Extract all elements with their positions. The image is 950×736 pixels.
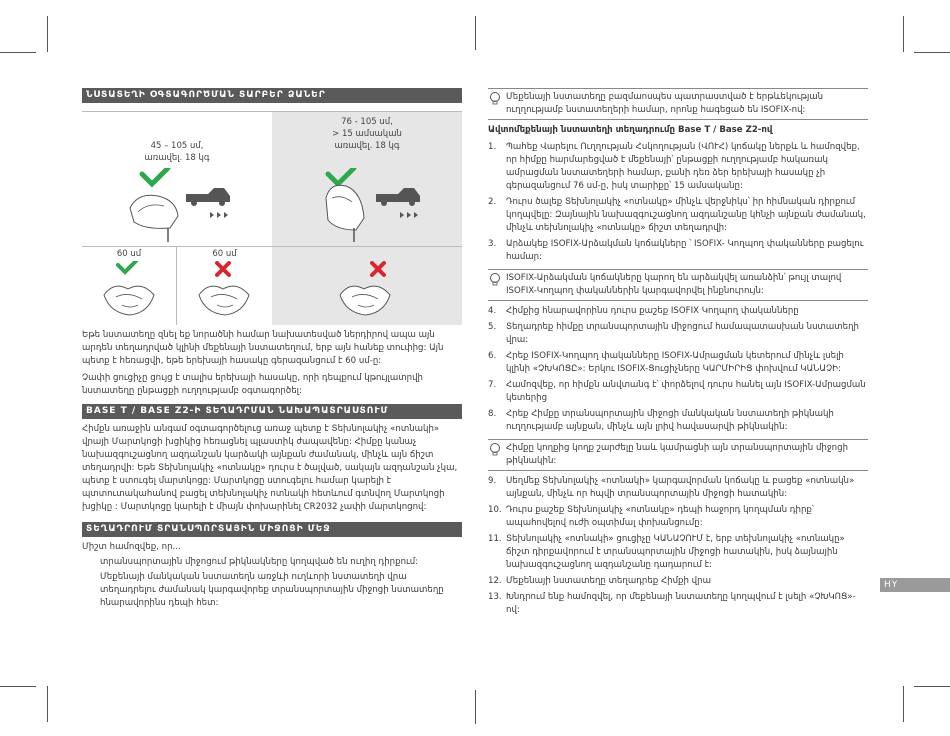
cross-icon: [372, 263, 384, 275]
list-item-text: Մեքենայի նստատեղը տեղադրեք Հիմքի վրա: [506, 576, 711, 586]
list-item: [488, 575, 868, 588]
lightbulb-icon: [488, 272, 506, 298]
note-text: Հիմքը կողքից կողք շարժելը նաև կամրացնի այն տրանսպորտային միջոցի թիկնակին:: [506, 443, 849, 466]
list-item: [488, 475, 868, 501]
rear-facing-seat-illustration: [124, 168, 254, 244]
grid-cell-insert-ok: [82, 247, 177, 325]
lightbulb-icon: [488, 91, 506, 117]
insert-removal-text: Եթե նստատեղը զնել եք նորածնի համար նախատեսված ներդիրով ապա այն արդեն տեղադրված կլինի մեքենայի նստատեղում, երբ այն հանեք տուփից: Այն պետք է հեռացվի, եթե երեխայի հասակը գերազանցում է 60 սմ-ը:: [82, 330, 444, 366]
grid-cell-forward-facing: [272, 112, 462, 246]
list-item-text: Տեխնոլակիչ «ոտնակի» ցուցիչը ԿԱՆԱՉՈՒՄ է, երբ տեխնոլակիչ «ոտնակը» ճիշտ դիրքավորում է տրանսպորտային միջոցի հատակին, իսկ ձայնային նախազգուշացնող ազդանշանը դադարում է:: [506, 534, 845, 570]
base-preparation-text: Հիմքն առաջին անգամ օգտագործելուց առաջ պետք է Տեխնոլակիչ «ոտնակի» վրայի Մարտկոցի խցիկից հեռացնել պլաստիկ ժապավենը: Հիմքը կանաչ նախազգուշացնող ազդանշան կարձակի այնքան ժամանակ, մինչև այն ճիշտ տեղադրվի: Եթե Տեխնոլակիչ «ոտնակը» դուրս է ծալված, սակայն ազդանշան չկա, պետք է ստուգել մարտկոցը: Մարտկոցը ստուգելու համար կարելի է պտտուտակահանով բացել տեխնոլակիչ ոտնակի հետևում գտնվող Մարտկոցի խցիկը : Մարտկոցը կարելի է միայն փոխարինել CR2032 չափի մարտկոցով:: [82, 424, 458, 512]
crop-mark: [914, 686, 950, 687]
checkmark-icon: [118, 261, 136, 272]
list-item: [488, 196, 868, 235]
grid-cell-forward-insert-not-ok: [272, 247, 462, 325]
list-item-text: Տեղադրեք հիմքը տրանսպորտային միջոցում համապատասխան նստատեղի վրա:: [506, 322, 859, 345]
list-item: [488, 350, 868, 376]
forward-facing-seat-illustration: [318, 168, 448, 244]
list-item-text: Պահեք Վարելու Ուղղության Հսկողության (ՎՈՒՀ) կոճակը ներքև և համոզվեք, որ հիմքը հարմարեցված է մեքենայի՝ ընթացքի ուղղությամբ հակառակ ամրացման նստատեղերի համար, քանի դեռ ձեր երեխայի հասակը չի գերազանցում 76 սմ-ը, իսկ տարիքը՝ 15 ամսականը:: [506, 142, 860, 191]
infant-insert-illustration: [193, 261, 257, 323]
crop-mark: [0, 52, 36, 53]
checkmark-icon: [142, 168, 168, 184]
crop-mark: [47, 686, 48, 722]
list-item: [488, 321, 868, 347]
lightbulb-icon: [488, 442, 506, 468]
note-text: ISOFIX-Արձակման կոճակները կարող են արձակվել առանձին՝ թույլ տալով ISOFIX-Կողպող փականներին կարգավորվել ինքնուրույն:: [506, 273, 842, 296]
section-title-usage-modes: ՆՍՏԱՏԵՂԻ ՕԳՏԱԳՈՐԾՄԱՆ ՏԱՐԲԵՐ ՁԱՆԵՐ: [82, 88, 462, 103]
list-item-number: 1.: [488, 142, 497, 152]
forward-insert-illustration: [334, 261, 404, 323]
size-indicator-text: Չափի ցուցիչը ցույց է տալիս երեխայի հասակը, որի դեպքում կթույլատրվի նստատեղը ընթացքի ուղղությամբ օգտագործել:: [82, 373, 423, 396]
list-item: [488, 305, 868, 318]
language-tab: HY: [880, 578, 950, 592]
note-box: [488, 269, 868, 301]
checkmark-icon: [328, 168, 354, 184]
left-column: [82, 88, 462, 610]
instruction-list: [488, 475, 868, 617]
list-item: [488, 141, 868, 193]
list-item-text: Համոզվեք, որ հիմքն անվտանգ է՝ փորձելով դուրս հանել այն ISOFIX-Ամրացման կետերից: [506, 380, 866, 403]
list-item-number: 9.: [488, 476, 497, 486]
list-item-text: Հրեք ISOFIX-Կողպող փականները ISOFIX-Ամրացման կետերում մինչև լսելի կլինի «ՉԽԿՈՑԸ»: Երկու ISOFIX-Ցուցիչները ԿԱՐՄԻՐԻՑ փոխվում ԿԱՆԱՉԻ:: [506, 351, 844, 374]
insert-size-label: 60 սմ: [116, 249, 142, 259]
list-item-number: 6.: [488, 351, 497, 361]
list-item-number: 10.: [488, 505, 502, 515]
list-item-text: Սեղմեք Տեխնոլակիչ «ոտնակի» կարգավորման կոճակը և բացեք «ոտնակն» այնքան, մինչև որ հպվի տրանսպորտային միջոցի հատակին:: [506, 476, 855, 499]
list-item-text: Արձակեք ISOFIX-Արձակման կոճակները ՝ ISOFIX- Կողպող փականները բացելու համար:: [506, 239, 864, 262]
list-item-number: 3.: [488, 239, 497, 249]
list-item: [488, 238, 868, 264]
list-item-number: 4.: [488, 306, 497, 316]
checklist-intro: Միշտ համոզվեք, որ...: [82, 542, 181, 552]
usage-grid: [82, 111, 462, 325]
list-item: [488, 504, 868, 530]
crop-mark: [903, 686, 904, 722]
section-title-base-preparation: BASE T / BASE Z2-Ի ՏԵՂԱԴՐՄԱՆ ՆԱԽԱՊԱՏՐԱՍՏՈՒՄ: [82, 404, 462, 419]
list-item: [488, 591, 868, 617]
list-item-text: Դուրս ծալեք Տեխնոլակիչ «ոտնակը» մինչև վերջնիկս՝ իր հիմնական դիրքում կողպվելը: Զայնային նախազգուշացնող ազդանշանը կհնչի այնքան ժամանակ, մինչև տեխնոլակիչ «ոտնակը» ճիշտ տեղադրվի:: [506, 197, 866, 233]
list-item-text: Հրեք Հիմքը տրանսպորտային միջոցի մանկական նստատեղի թիկնակի ուղղությամբ այնքան, մինչև այն լրիվ հավասարվի թիկնակին:: [506, 409, 834, 432]
cross-icon: [217, 263, 229, 275]
instruction-list: [488, 305, 868, 434]
list-item-number: 5.: [488, 322, 497, 332]
list-item-text: Դուրս քաշեք Տեխնոլակիչ «ոտնակը» դեպի հաջորդ կողպման դիրք՝ ապահովելով ուժի օպտիմալ փոխանցումը:: [506, 505, 814, 528]
list-item-number: 2.: [488, 197, 497, 207]
checklist-item: Մեքենայի մանկական նստատեղն առջևի ուղևորի նստատեղի վրա տեղադրելու ժամանակ կարգավորեք տրանսպորտային միջոցի նստատեղը հնարավորինս դեպի հետ:: [100, 572, 444, 608]
list-item-number: 8.: [488, 409, 497, 419]
size-age-weight-label: 76 - 105 սմ, > 15 ամսական առավել. 18 կգ: [332, 117, 402, 151]
list-item: [488, 533, 868, 572]
crop-mark: [0, 686, 36, 687]
grid-cell-insert-not-ok: [177, 247, 272, 325]
list-item-number: 11.: [488, 534, 502, 544]
right-column: [488, 88, 868, 617]
list-item-number: 13.: [488, 592, 502, 602]
installation-heading: Ավտոմեքենայի նստատեղի տեղադրումը Base T / Base Z2-ով: [488, 125, 773, 135]
list-item-number: 12.: [488, 576, 502, 586]
list-item: [488, 408, 868, 434]
crop-mark: [914, 52, 950, 53]
crop-mark: [475, 690, 476, 724]
note-box: [488, 439, 868, 471]
list-item-number: 7.: [488, 380, 497, 390]
crop-mark: [47, 16, 48, 52]
infant-insert-illustration: [98, 261, 162, 323]
grid-cell-rear-facing: [82, 112, 272, 246]
checklist-item: տրանսպորտային միջոցում թիկնակները կողպված են ուղիղ դիրքում:: [100, 557, 419, 567]
crop-mark: [903, 16, 904, 52]
instruction-list: [488, 141, 868, 264]
crop-mark: [475, 16, 476, 50]
list-item-text: Խնդրում ենք համոզվել, որ մեքենայի նստատեղը կողպվում է լսելի «ՉԽԿՈՑ»-ով:: [506, 592, 856, 615]
insert-size-label: 60 սմ: [212, 249, 237, 259]
note-text: Մեքենայի նստատեղը բազմաոսպես պատրաստված է երթևեկության ուղղությամբ նստատեղերի համար, որոնք հագեցած են ISOFIX-ով:: [506, 92, 824, 115]
list-item: [488, 379, 868, 405]
list-item-text: Հիմքից հնարավորինս դուրս քաշեք ISOFIX Կողպող փականները: [506, 306, 799, 316]
size-weight-label: 45 – 105 սմ, առավել. 18 կգ: [144, 141, 210, 163]
note-box: [488, 88, 868, 120]
section-title-vehicle-installation: ՏԵՂԱԴՐՈՒՄ ՏՐԱՆՍՊՈՐՏԱՅԻՆ ՄԻՋՈՑԻ ՄԵՋ: [82, 522, 462, 537]
